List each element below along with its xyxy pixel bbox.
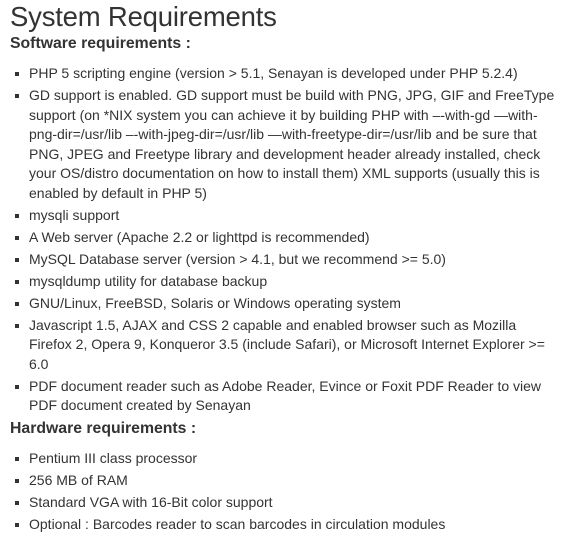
- list-item: [10, 294, 558, 314]
- bullet-icon: [15, 214, 19, 218]
- list-item: [10, 316, 558, 375]
- list-item-text: 256 MB of RAM: [29, 472, 128, 488]
- list-item: [10, 272, 558, 292]
- list-item-text: Pentium III class processor: [29, 450, 198, 466]
- list-item-text: mysqldump utility for database backup: [29, 272, 268, 289]
- list-item: [10, 471, 558, 491]
- list-item: [10, 228, 558, 248]
- bullet-icon: [15, 523, 19, 527]
- list-item-text: PDF document reader such as Adobe Reader, Evince or Foxit PDF Reader to view PDF document created by Senayan: [29, 377, 542, 413]
- list-item-text: mysqli support: [29, 206, 120, 223]
- list-item-text: A Web server (Apache 2.2 or lighttpd is recommended): [29, 228, 370, 245]
- list-item-text: Javascript 1.5, AJAX and CSS 2 capable and enabled browser such as Mozilla Firefox 2, Opera 9, Konqueror 3.5 (include Safari), or Microsoft Internet Explorer >= 6.0: [29, 316, 545, 372]
- list-item: [10, 64, 558, 84]
- software-requirements-heading: Software requirements :: [10, 35, 191, 52]
- list-item: [10, 493, 558, 513]
- hardware-requirements-list: [10, 449, 558, 535]
- list-item-text: MySQL Database server (version > 4.1, but we recommend >= 5.0): [29, 250, 446, 267]
- list-item-text: GNU/Linux, FreeBSD, Solaris or Windows operating system: [29, 294, 401, 311]
- page-title: System Requirements: [10, 1, 277, 32]
- list-item: [10, 377, 558, 416]
- list-item: [10, 449, 558, 469]
- list-item-text: Standard VGA with 16-Bit color support: [29, 494, 273, 510]
- bullet-icon: [15, 501, 19, 505]
- bullet-icon: [15, 94, 19, 98]
- bullet-icon: [15, 72, 19, 76]
- hardware-requirements-heading: Hardware requirements :: [10, 420, 197, 437]
- bullet-icon: [15, 324, 19, 328]
- bullet-icon: [15, 302, 19, 306]
- list-item: [10, 206, 558, 226]
- bullet-icon: [15, 479, 19, 483]
- bullet-icon: [15, 258, 19, 262]
- list-item: [10, 515, 558, 535]
- bullet-icon: [15, 457, 19, 461]
- list-item-text: GD support is enabled. GD support must be build with PNG, JPG, GIF and FreeType support (on *NIX system you can achieve it by building PHP with –-with-gd —with-png-dir=/usr/lib –-with-jpeg-dir=/usr/lib —with-freetype-dir=/usr/lib and be sure that PNG, JPEG and Freetype library and development header already installed, check your OS/distro documentation on how to install them) XML supports (usually this is enabled by default in PHP 5): [29, 87, 555, 201]
- list-item: [10, 86, 558, 203]
- list-item-text: PHP 5 scripting engine (version > 5.1, Senayan is developed under PHP 5.2.4): [29, 65, 518, 81]
- list-item-text: Optional : Barcodes reader to scan barcodes in circulation modules: [29, 516, 446, 532]
- list-item: [10, 250, 558, 270]
- bullet-icon: [15, 236, 19, 240]
- bullet-icon: [15, 280, 19, 284]
- software-requirements-list: [10, 64, 558, 416]
- bullet-icon: [15, 385, 19, 389]
